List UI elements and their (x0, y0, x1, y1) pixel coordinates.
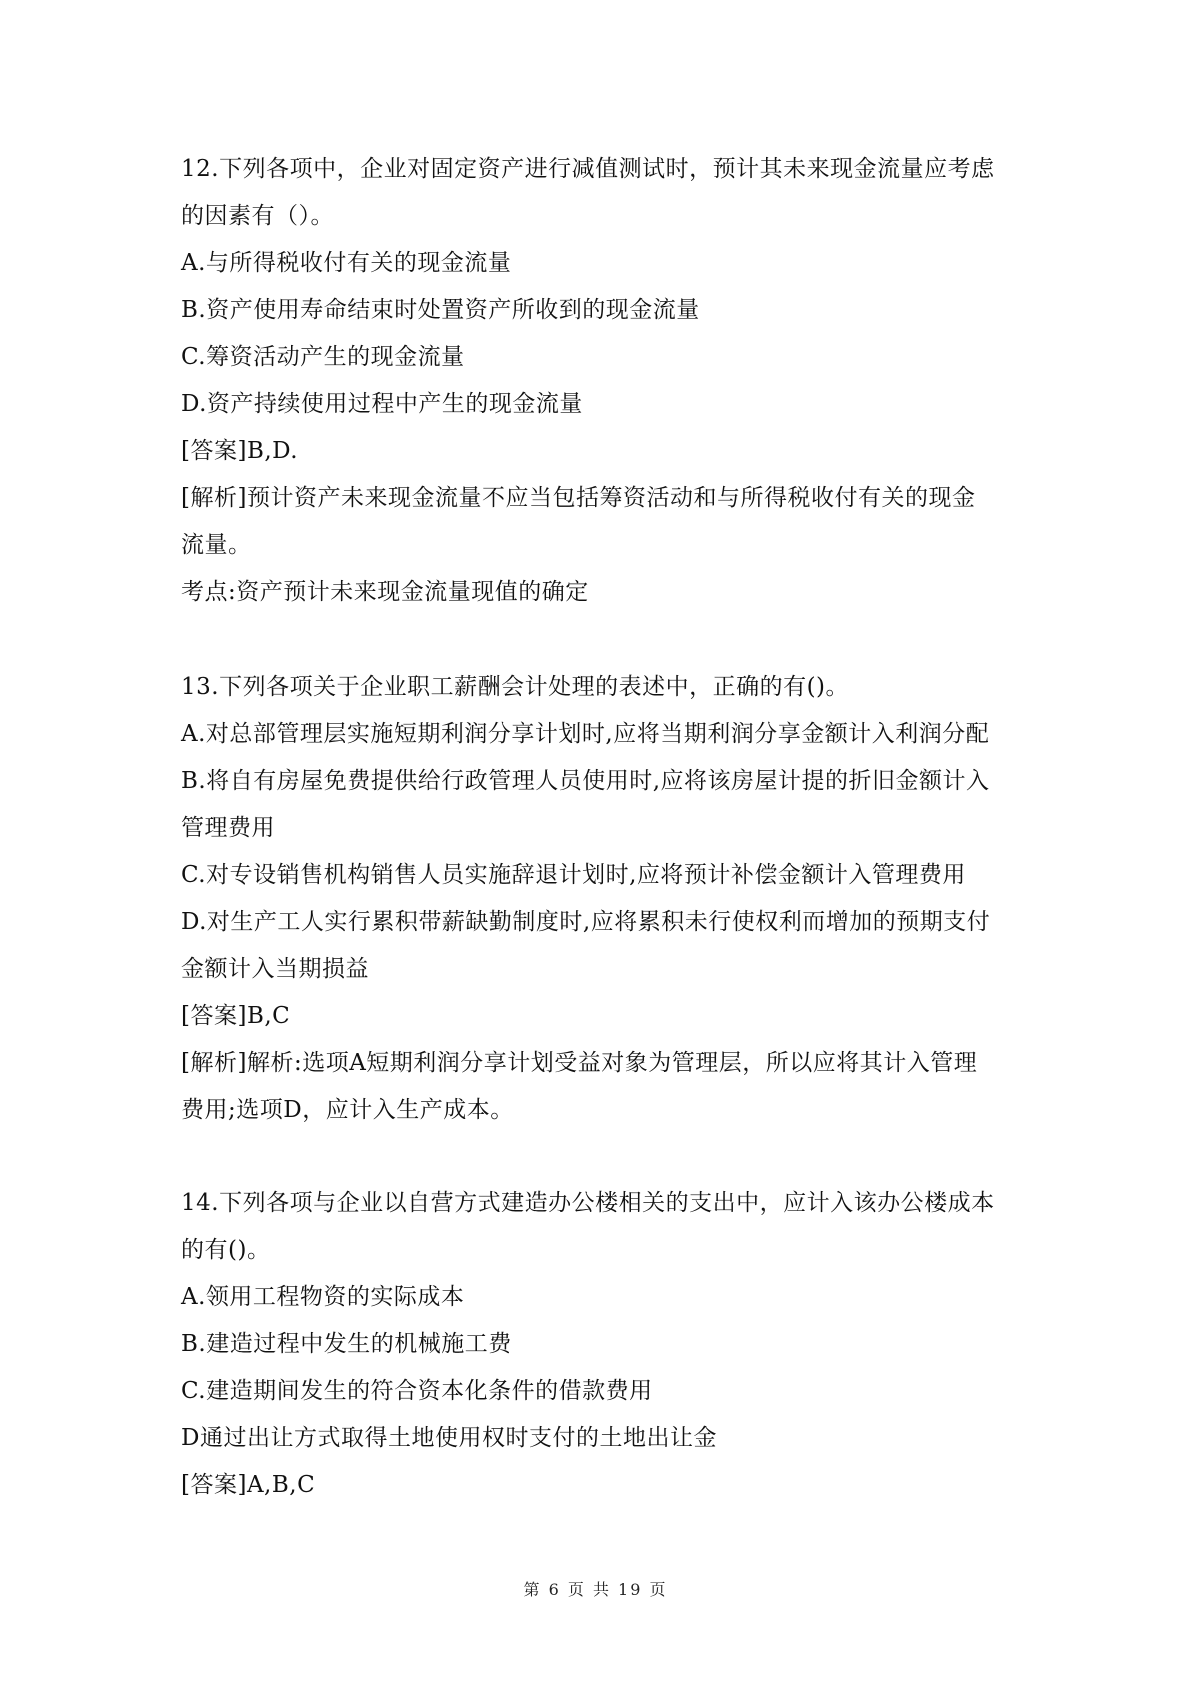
question-stem: 13.下列各项关于企业职工薪酬会计处理的表述中，正确的有()。 (181, 674, 850, 700)
option-b: 管理费用 (181, 815, 275, 841)
key-point: 考点:资产预计未来现金流量现值的确定 (181, 579, 589, 605)
option-d: 金额计入当期损益 (181, 956, 369, 982)
question-stem: 14.下列各项与企业以自营方式建造办公楼相关的支出中，应计入该办公楼成本 (181, 1190, 995, 1216)
question-13 (181, 664, 1031, 1134)
page-number: 第 6 页 共 19 页 (523, 1580, 668, 1599)
option-d: D通过出让方式取得土地使用权时支付的土地出让金 (181, 1425, 717, 1451)
option-a: A.与所得税收付有关的现金流量 (181, 250, 512, 276)
answer: [答案]B,D. (181, 438, 299, 464)
answer: [答案]A,B,C (181, 1472, 316, 1498)
explanation: 费用;选项D，应计入生产成本。 (181, 1097, 514, 1123)
explanation: [解析]预计资产未来现金流量不应当包括筹资活动和与所得税收付有关的现金 (181, 485, 976, 511)
question-12 (181, 146, 1031, 616)
question-14 (181, 1180, 1031, 1509)
option-a: A.领用工程物资的实际成本 (181, 1284, 465, 1310)
spacer (181, 616, 1031, 664)
option-a: A.对总部管理层实施短期利润分享计划时,应将当期利润分享金额计入利润分配 (181, 721, 990, 747)
document-body (181, 146, 1031, 1509)
option-d: D.对生产工人实行累积带薪缺勤制度时,应将累积未行使权利而增加的预期支付 (181, 909, 991, 935)
option-c: C.筹资活动产生的现金流量 (181, 344, 465, 370)
explanation: 流量。 (181, 532, 252, 558)
option-d: D.资产持续使用过程中产生的现金流量 (181, 391, 583, 417)
question-stem: 的因素有（）。 (181, 203, 334, 229)
question-stem: 的有()。 (181, 1237, 271, 1263)
option-b: B.建造过程中发生的机械施工费 (181, 1331, 512, 1357)
spacer (181, 1134, 1031, 1180)
option-b: B.将自有房屋免费提供给行政管理人员使用时,应将该房屋计提的折旧金额计入 (181, 768, 990, 794)
option-c: C.建造期间发生的符合资本化条件的借款费用 (181, 1378, 653, 1404)
answer: [答案]B,C (181, 1003, 291, 1029)
option-c: C.对专设销售机构销售人员实施辞退计划时,应将预计补偿金额计入管理费用 (181, 862, 966, 888)
option-b: B.资产使用寿命结束时处置资产所收到的现金流量 (181, 297, 700, 323)
explanation: [解析]解析:选项A短期利润分享计划受益对象为管理层，所以应将其计入管理 (181, 1050, 978, 1076)
question-stem: 12.下列各项中，企业对固定资产进行减值测试时，预计其未来现金流量应考虑 (181, 156, 995, 182)
